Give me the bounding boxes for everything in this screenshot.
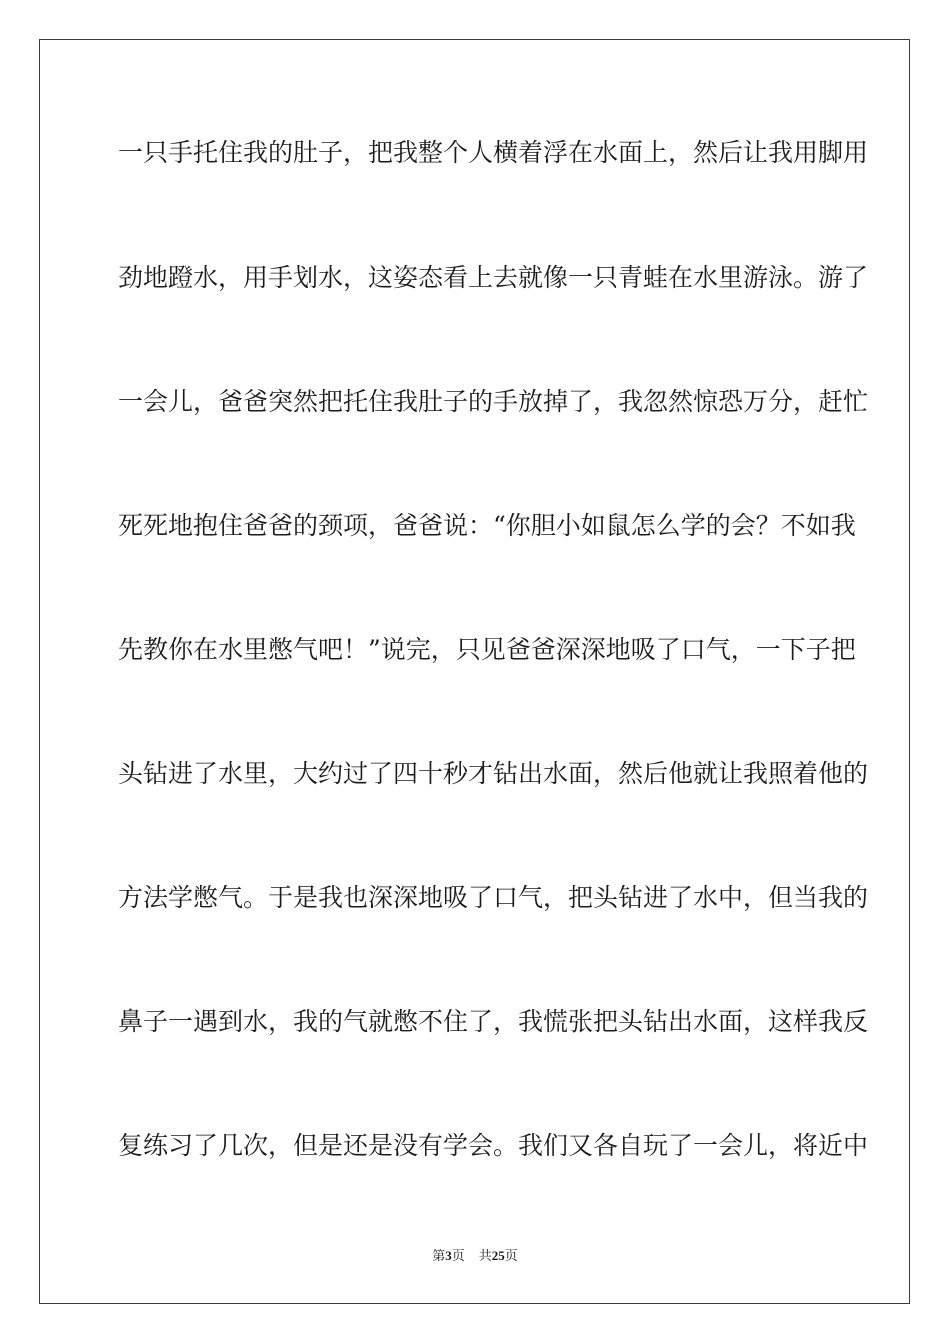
text-line: 鼻子一遇到水，我的气就憋不住了，我慌张把头钻出水面，这样我反 xyxy=(118,1007,869,1036)
text-line: 方法学憋气。于是我也深深地吸了口气，把头钻进了水中，但当我的 xyxy=(118,883,869,912)
text-line: 一只手托住我的肚子，把我整个人横着浮在水面上，然后让我用脚用 xyxy=(118,138,869,167)
page-number: 3 xyxy=(445,1248,452,1263)
text-line: 死死地抱住爸爸的颈项，爸爸说：“你胆小如鼠怎么学的会？不如我 xyxy=(118,511,856,540)
page-footer xyxy=(0,1247,950,1266)
text-line: 劲地蹬水，用手划水，这姿态看上去就像一只青蛙在水里游泳。游了 xyxy=(118,263,869,292)
total-pages: 25 xyxy=(491,1248,505,1263)
page-suffix: 页 xyxy=(451,1249,465,1264)
text-line: 先教你在水里憋气吧！”说完，只见爸爸深深地吸了口气，一下子把 xyxy=(118,635,856,664)
text-line: 一会儿，爸爸突然把托住我肚子的手放掉了，我忽然惊恐万分，赶忙 xyxy=(118,387,869,416)
page-border xyxy=(39,39,910,1304)
page-prefix: 第 xyxy=(432,1249,446,1264)
total-suffix: 页 xyxy=(504,1249,518,1264)
text-line: 复练习了几次，但是还是没有学会。我们又各自玩了一会儿，将近中 xyxy=(118,1131,869,1160)
total-prefix: 共 xyxy=(478,1249,492,1264)
text-line: 头钻进了水里，大约过了四十秒才钻出水面，然后他就让我照着他的 xyxy=(118,759,869,788)
